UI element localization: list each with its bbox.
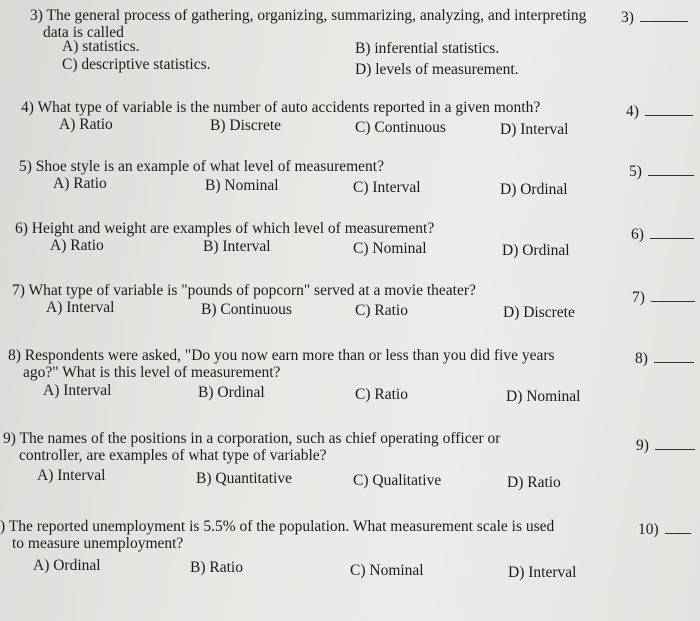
question-7-option-c[interactable]: C) Ratio — [355, 302, 408, 319]
question-3-number: 3) — [621, 9, 634, 26]
question-4 — [21, 99, 540, 116]
answer-line[interactable] — [651, 300, 695, 302]
question-8-option-d[interactable]: D) Nominal — [506, 388, 581, 405]
answer-line[interactable] — [665, 532, 691, 534]
question-6-answer-blank[interactable] — [631, 226, 694, 244]
question-8-continuation: ago?" What is this level of measurement? — [23, 364, 281, 381]
answer-line[interactable] — [645, 114, 693, 116]
question-10-option-b[interactable]: B) Ratio — [190, 559, 243, 576]
question-7-option-a[interactable]: A) Interval — [46, 299, 115, 316]
question-8-option-a[interactable]: A) Interval — [43, 382, 112, 399]
question-10-option-d[interactable]: D) Interval — [508, 564, 577, 581]
question-8-option-c[interactable]: C) Ratio — [355, 386, 408, 403]
answer-line[interactable] — [648, 174, 694, 176]
question-8-number: 8) — [635, 350, 648, 367]
question-9-option-d[interactable]: D) Ratio — [507, 474, 561, 491]
question-3-continuation: data is called — [43, 24, 124, 41]
question-9-option-a[interactable]: A) Interval — [37, 467, 106, 484]
question-7-number: 7) — [632, 289, 645, 306]
question-10-option-a[interactable]: A) Ordinal — [33, 557, 101, 574]
answer-line[interactable] — [655, 448, 695, 450]
question-3-option-c[interactable]: C) descriptive statistics. — [62, 56, 211, 73]
question-9 — [3, 430, 500, 464]
question-6-option-b[interactable]: B) Interval — [203, 238, 271, 255]
question-3-option-b[interactable]: B) inferential statistics. — [355, 40, 500, 57]
question-4-stem: 4) What type of variable is the number of auto accidents reported in a given month? — [21, 99, 541, 116]
question-10 — [0, 518, 554, 552]
question-4-option-a[interactable]: A) Ratio — [59, 116, 113, 133]
question-4-option-d[interactable]: D) Interval — [500, 121, 569, 138]
question-10-option-c[interactable]: C) Nominal — [350, 562, 424, 579]
question-7-stem: 7) What type of variable is "pounds of popcorn" served at a movie theater? — [12, 282, 476, 299]
question-4-option-c[interactable]: C) Continuous — [355, 119, 446, 136]
question-3 — [30, 7, 586, 41]
question-6-option-d[interactable]: D) Ordinal — [502, 242, 570, 259]
question-5-stem: 5) Shoe style is an example of what level of measurement? — [19, 158, 384, 175]
question-6 — [15, 220, 434, 237]
question-7-option-b[interactable]: B) Continuous — [201, 301, 292, 318]
question-4-number: 4) — [626, 103, 639, 120]
question-5-option-c[interactable]: C) Interval — [353, 179, 421, 196]
question-5 — [19, 158, 384, 175]
question-6-number: 6) — [631, 226, 644, 243]
question-6-option-a[interactable]: A) Ratio — [50, 237, 104, 254]
question-5-option-d[interactable]: D) Ordinal — [500, 181, 568, 198]
answer-line[interactable] — [654, 361, 694, 363]
question-4-answer-blank[interactable] — [626, 103, 693, 121]
question-6-option-c[interactable]: C) Nominal — [353, 240, 427, 257]
question-5-option-b[interactable]: B) Nominal — [205, 177, 279, 194]
question-10-answer-blank[interactable] — [638, 521, 691, 539]
question-5-number: 5) — [629, 163, 642, 180]
question-8-stem: 8) Respondents were asked, "Do you now earn more than or less than you did five years — [8, 347, 555, 364]
question-9-number: 9) — [636, 437, 649, 454]
question-10-number: 10) — [638, 521, 659, 538]
question-9-option-b[interactable]: B) Quantitative — [196, 470, 292, 487]
question-3-stem: 3) The general process of gathering, organizing, summarizing, analyzing, and interpreting — [30, 7, 587, 24]
question-5-option-a[interactable]: A) Ratio — [53, 175, 107, 192]
question-4-option-b[interactable]: B) Discrete — [210, 117, 282, 134]
question-9-stem: 9) The names of the positions in a corporation, such as chief operating officer or — [3, 430, 501, 447]
answer-line[interactable] — [640, 20, 688, 22]
question-6-stem: 6) Height and weight are examples of which level of measurement? — [15, 220, 435, 237]
question-9-answer-blank[interactable] — [636, 437, 695, 455]
answer-line[interactable] — [650, 237, 694, 239]
question-3-option-a[interactable]: A) statistics. — [62, 38, 140, 55]
question-8-answer-blank[interactable] — [635, 350, 694, 368]
question-3-option-d[interactable]: D) levels of measurement. — [355, 61, 519, 78]
question-3-answer-blank[interactable] — [621, 9, 688, 27]
question-7-answer-blank[interactable] — [632, 289, 695, 307]
question-9-continuation: controller, are examples of what type of variable? — [19, 447, 327, 464]
question-7 — [12, 282, 476, 299]
question-9-option-c[interactable]: C) Qualitative — [353, 472, 442, 489]
question-5-answer-blank[interactable] — [629, 163, 694, 181]
question-10-stem: ) The reported unemployment is 5.5% of the population. What measurement scale is used — [0, 518, 555, 535]
question-7-option-d[interactable]: D) Discrete — [503, 304, 575, 321]
question-8 — [8, 347, 555, 381]
question-10-continuation: to measure unemployment? — [12, 535, 184, 552]
question-8-option-b[interactable]: B) Ordinal — [198, 384, 265, 401]
